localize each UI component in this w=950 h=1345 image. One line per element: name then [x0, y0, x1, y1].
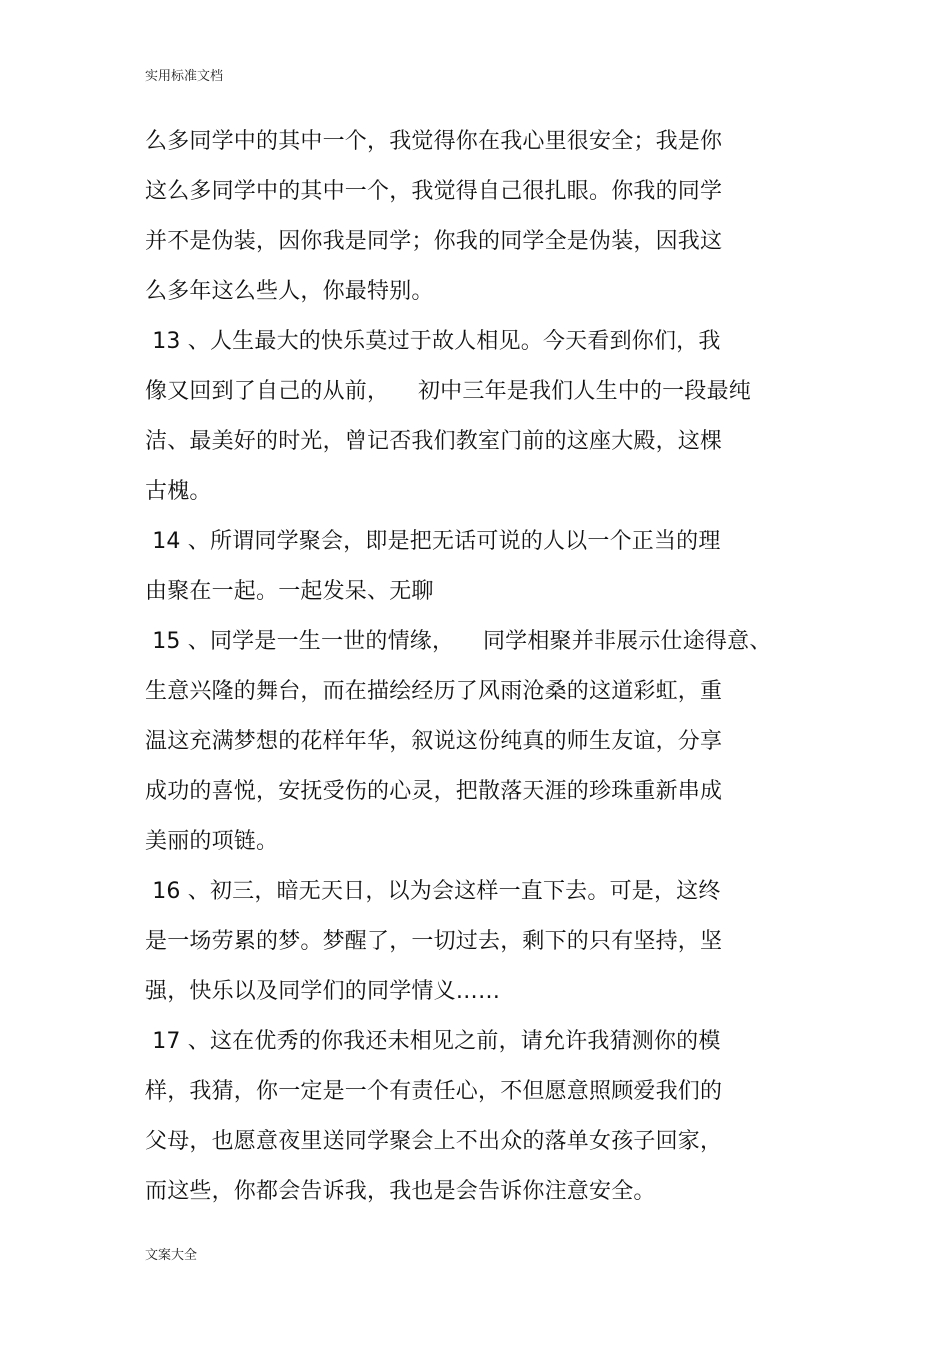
- text-line: 13 、人生最大的快乐莫过于故人相见。今天看到你们，我: [145, 329, 721, 354]
- text-line: 父母，也愿意夜里送同学聚会上不出众的落单女孩子回家，: [145, 1129, 723, 1154]
- text-line: 么多年这么些人，你最特别。: [145, 279, 434, 304]
- text-line: 温这充满梦想的花样年华，叙说这份纯真的师生友谊，分享: [145, 729, 723, 754]
- text-line: 17 、这在优秀的你我还未相见之前，请允许我猜测你的模: [145, 1029, 721, 1054]
- text-line: 16 、初三，暗无天日，以为会这样一直下去。可是，这终: [145, 879, 721, 904]
- text-line: 么多同学中的其中一个，我觉得你在我心里很安全；我是你: [145, 129, 723, 154]
- text-line: 并不是伪装，因你我是同学；你我的同学全是伪装，因我这: [145, 229, 723, 254]
- text-line: 14 、所谓同学聚会，即是把无话可说的人以一个正当的理: [145, 529, 721, 554]
- text-line: 样，我猜，你一定是一个有责任心，不但愿意照顾爱我们的: [145, 1079, 723, 1104]
- text-line: 由聚在一起。一起发呆、无聊: [145, 579, 434, 604]
- text-line: 15 、同学是一生一世的情缘， 同学相聚并非展示仕途得意、: [145, 629, 772, 654]
- text-line: 洁、最美好的时光，曾记否我们教室门前的这座大殿，这棵: [145, 429, 723, 454]
- text-line: 而这些，你都会告诉我，我也是会告诉你注意安全。: [145, 1179, 656, 1204]
- page-footer: 文案大全: [145, 1248, 198, 1263]
- text-line: 是一场劳累的梦。梦醒了，一切过去，剩下的只有坚持，坚: [145, 929, 723, 954]
- page-header: 实用标准文档: [145, 69, 224, 84]
- text-line: 像又回到了自己的从前， 初中三年是我们人生中的一段最纯: [145, 379, 751, 404]
- text-line: 成功的喜悦，安抚受伤的心灵，把散落天涯的珍珠重新串成: [145, 779, 723, 804]
- text-line: 这么多同学中的其中一个，我觉得自己很扎眼。你我的同学: [145, 179, 723, 204]
- text-line: 生意兴隆的舞台，而在描绘经历了风雨沧桑的这道彩虹，重: [145, 679, 723, 704]
- text-line: 美丽的项链。: [145, 829, 279, 854]
- text-line: 古槐。: [145, 479, 212, 504]
- text-line: 强，快乐以及同学们的同学情义……: [145, 979, 501, 1004]
- document-body: [145, 124, 805, 1224]
